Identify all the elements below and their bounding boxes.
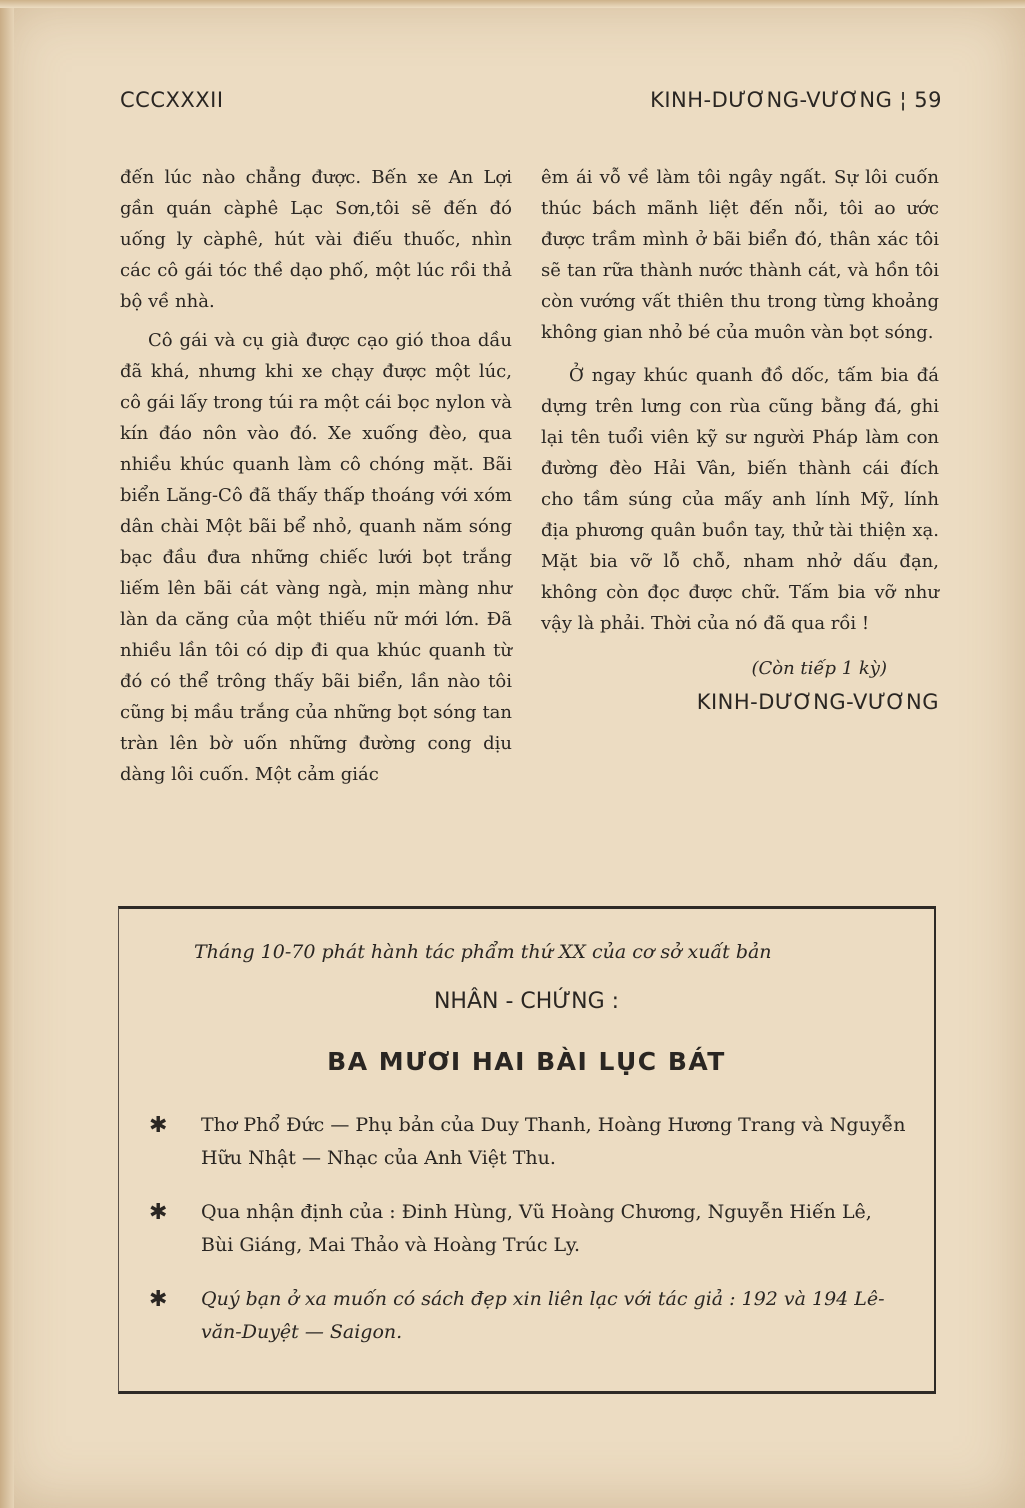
ad-announcement: Tháng 10-70 phát hành tác phẩm thứ XX của cơ sở xuất bản <box>194 941 772 963</box>
ad-bullet-text: Quý bạn ở xa muốn có sách đẹp xin liên lạc với tác giả : 192 và 194 Lê-văn-Duyệt — Saigon. <box>201 1288 885 1343</box>
continued-note: (Còn tiếp 1 kỳ) <box>751 658 887 679</box>
ad-bullet-text: Thơ Phổ Đức — Phụ bản của Duy Thanh, Hoàng Hương Trang và Nguyễn Hữu Nhật — Nhạc của Anh Việt Thu. <box>201 1114 906 1169</box>
star-bullet-icon: ✱ <box>149 1200 168 1225</box>
paper-edge-top <box>0 0 1025 8</box>
ad-bullet-list <box>149 1109 909 1370</box>
running-head-page-number: KINH-DƯƠNG-VƯƠNG ¦ 59 <box>650 88 942 112</box>
ad-bullet-text: Qua nhận định của : Đinh Hùng, Vũ Hoàng Chương, Nguyễn Hiến Lê, Bùi Giáng, Mai Thảo và Hoàng Trúc Ly. <box>201 1201 872 1256</box>
signoff <box>541 653 939 720</box>
paragraph: Cô gái và cụ già được cạo gió thoa dầu đã khá, nhưng khi xe chạy được một lúc, cô gái lấy trong túi ra một cái bọc nylon và kín đáo nôn vào đó. Xe xuống đèo, qua nhiều khúc quanh làm cô chóng mặt. Bãi biển Lăng-Cô đã thấy thấp thoáng với xóm dân chài Một bãi bể nhỏ, quanh năm sóng bạc đầu đưa những chiếc lưới bọt trắng liếm lên bãi cát vàng ngà, mịn màng như làn da căng của một thiếu nữ mới lớn. Đã nhiều lần tôi có dịp đi qua khúc quanh từ đó có thể trông thấy bãi biển, lần nào tôi cũng bị mầu trắng của những bọt sóng tan tràn lên bờ uốn những đường cong dịu dàng lôi cuốn. Một cảm giác <box>120 330 512 785</box>
star-bullet-icon: ✱ <box>149 1287 168 1312</box>
advertisement-box <box>118 906 936 1394</box>
page-header <box>120 88 942 120</box>
paragraph: Ở ngay khúc quanh đồ dốc, tấm bia đá dựng trên lưng con rùa cũng bằng đá, ghi lại tên tuổi viên kỹ sư người Pháp làm con đường đèo Hải Vân, biến thành cái đích cho tầm súng của mấy anh lính Mỹ, lính địa phương quân buồn tay, thử tài thiện xạ. Mặt bia vỡ lỗ chỗ, nham nhở dấu đạn, không còn đọc được chữ. Tấm bia vỡ như vậy là phải. Thời của nó đã qua rồi ! <box>541 365 939 634</box>
text-column-left <box>120 162 512 790</box>
author-name: KINH-DƯƠNG-VƯƠNG <box>696 690 939 714</box>
paper-edge <box>0 0 14 1508</box>
ad-bullet <box>149 1283 909 1349</box>
ad-book-title: BA MƯƠI HAI BÀI LỤC BÁT <box>327 1047 726 1076</box>
issue-number: CCCXXXII <box>120 88 224 112</box>
text-column-right <box>541 162 939 720</box>
paragraph: êm ái vỗ về làm tôi ngây ngất. Sự lôi cuốn thúc bách mãnh liệt đến nỗi, tôi ao ước được trầm mình ở bãi biển đó, thân xác tôi sẽ tan rữa thành nước thành cát, và hồn tôi còn vướng vất thiên thu trong từng khoảng không gian nhỏ bé của muôn vàn bọt sóng. <box>541 167 939 343</box>
paragraph: đến lúc nào chẳng được. Bến xe An Lợi gần quán càphê Lạc Sơn,tôi sẽ đến đó uống ly càphê, hút vài điếu thuốc, nhìn các cô gái tóc thề dạo phố, một lúc rồi thả bộ về nhà. <box>120 167 512 312</box>
ad-publisher: NHÂN - CHỨNG : <box>433 989 620 1014</box>
ad-bullet <box>149 1196 909 1262</box>
star-bullet-icon: ✱ <box>149 1113 168 1138</box>
ad-bullet <box>149 1109 909 1175</box>
